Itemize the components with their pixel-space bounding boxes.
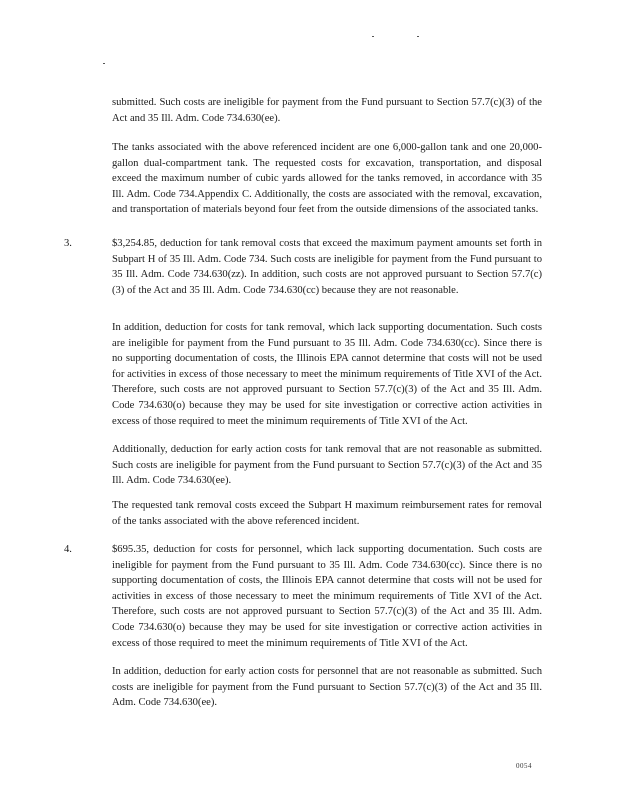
continuation-paragraph-1: submitted. Such costs are ineligible for payment from the Fund pursuant to Section 57.7(c)(3) of the Act and 35 Ill. Adm. Code 734.630(ee). <box>112 97 542 124</box>
item-3-paragraph-2: In addition, deduction for costs for tank removal, which lack supporting documentation. Such costs are ineligible for payment from the Fund pursuant to 35 Ill. Adm. Code 734.630(cc). Since there is no supporting documentation of costs, the Illinois EPA cannot determine that costs will not be used for activities in excess of those necessary to meet the minimum requirements of Title XVI of the Act. Therefore, such costs are not approved pursuant to Section 57.7(c)(3) of the Act and 35 Ill. Adm. Code 734.630(o) because they may be used for site investigation or corrective action activities in excess of those required to meet the minimum requirements of Title XVI of the Act. <box>112 322 542 427</box>
scan-speck <box>103 63 105 64</box>
item-4-paragraph-2: In addition, deduction for early action costs for personnel that are not reasonable as submitted. Such costs are ineligible for payment from the Fund pursuant to Section 57.7(c)(3) of the Act and 35 Ill. Adm. Code 734.630(ee). <box>112 666 542 709</box>
scan-speck <box>372 36 374 37</box>
continuation-paragraph-2: The tanks associated with the above referenced incident are one 6,000-gallon tank and one 20,000-gallon dual-compartment tank. The requested costs for excavation, transportation, and disposal exceed the maximum number of cubic yards allowed for the tanks removed, in accordance with 35 Ill. Adm. Code 734.Appendix C. Additionally, the costs are associated with the removal, excavation, and transportation of materials beyond four feet from the outside dimensions of the associated tanks. <box>112 142 542 216</box>
item-3-paragraph-3: Additionally, deduction for early action costs for tank removal that are not reasonable as submitted. Such costs are ineligible for payment from the Fund pursuant to Section 57.7(c)(3) of the Act and 35 Ill. Adm. Code 734.630(ee). <box>112 444 542 487</box>
page-stamp: 0054 <box>516 762 532 770</box>
item-3-paragraph-4: The requested tank removal costs exceed the Subpart H maximum reimbursement rates for removal of the tanks associated with the above referenced incident. <box>112 500 542 527</box>
item-4-number: 4. <box>64 544 72 555</box>
scan-speck <box>417 36 419 37</box>
item-3-paragraph-1: $3,254.85, deduction for tank removal costs that exceed the maximum payment amounts set forth in Subpart H of 35 Ill. Adm. Code 734. Such costs are ineligible for payment from the Fund pursuant to 35 Ill. Adm. Code 734.630(zz). In addition, such costs are not approved pursuant to Section 57.7(c)(3) of the Act and 35 Ill. Adm. Code 734.630(cc) because they are not reasonable. <box>112 238 542 296</box>
item-3-number: 3. <box>64 238 72 249</box>
item-4-paragraph-1: $695.35, deduction for costs for personnel, which lack supporting documentation. Such costs are ineligible for payment from the Fund pursuant to 35 Ill. Adm. Code 734.630(cc). Since there is no supporting documentation of costs, the Illinois EPA cannot determine that costs will not be used for activities in excess of those necessary to meet the minimum requirements of Title XVI of the Act. Therefore, such costs are not approved pursuant to Section 57.7(c)(3) of the Act and 35 Ill. Adm. Code 734.630(o) because they may be used for site investigation or corrective action activities in excess of those required to meet the minimum requirements of Title XVI of the Act. <box>112 544 542 649</box>
